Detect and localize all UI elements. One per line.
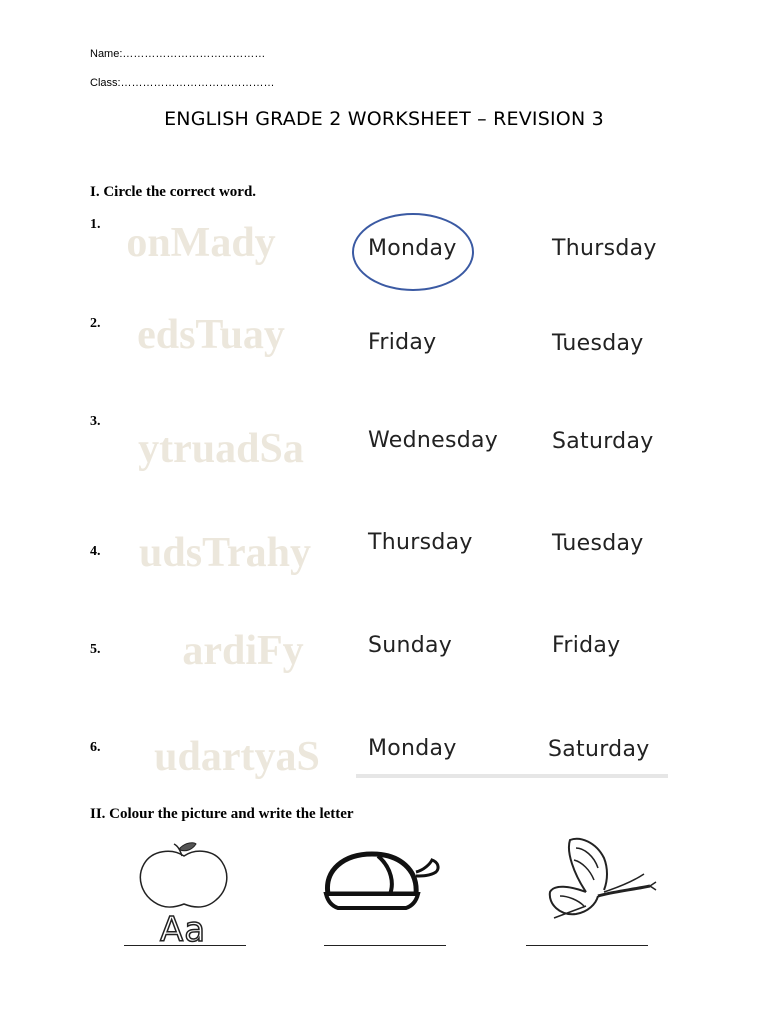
item-number: 4. [90,544,101,559]
scrambled-word: udsTrahy [139,530,311,576]
item-number: 1. [90,217,101,232]
acorn-icon[interactable] [320,848,444,917]
section-1-heading: I. Circle the correct word. [90,184,257,200]
option-b-word[interactable]: Friday [552,633,621,658]
name-field-label: Name:………………………………… [90,48,266,60]
divider-line [356,774,668,778]
scrambled-word: ardiFy [182,628,304,674]
option-b-word[interactable]: Saturday [548,737,650,762]
scrambled-word: ytruadSa [138,426,304,472]
answer-line[interactable] [124,945,246,946]
page-title: ENGLISH GRADE 2 WORKSHEET – REVISION 3 [164,108,604,130]
item-number: 6. [90,740,101,755]
scrambled-word: onMady [126,220,276,266]
butterfly-icon[interactable] [546,834,658,925]
item-number: 3. [90,414,101,429]
apple-icon[interactable] [134,842,234,917]
scrambled-word: udartyaS [154,734,320,780]
option-a-word[interactable]: Thursday [368,530,473,555]
item-number: 2. [90,316,101,331]
section-2-heading: II. Colour the picture and write the letter [90,806,354,822]
scrambled-word: edsTuay [137,312,285,358]
option-a-word[interactable]: Friday [368,330,437,355]
option-a-word[interactable]: Sunday [368,633,453,658]
option-b-word[interactable]: Tuesday [552,531,644,556]
item-number: 5. [90,642,101,657]
option-b-word[interactable]: Tuesday [552,331,644,356]
answer-line[interactable] [526,945,648,946]
class-field-label: Class:…………………………………… [90,77,275,89]
option-b-word[interactable]: Saturday [552,429,654,454]
option-b-word[interactable]: Thursday [552,236,657,261]
example-letter: Aa [160,910,207,950]
answer-line[interactable] [324,945,446,946]
option-a-word[interactable]: Monday [368,736,457,761]
option-a-word[interactable]: Monday [368,236,457,261]
option-a-word[interactable]: Wednesday [368,428,499,453]
